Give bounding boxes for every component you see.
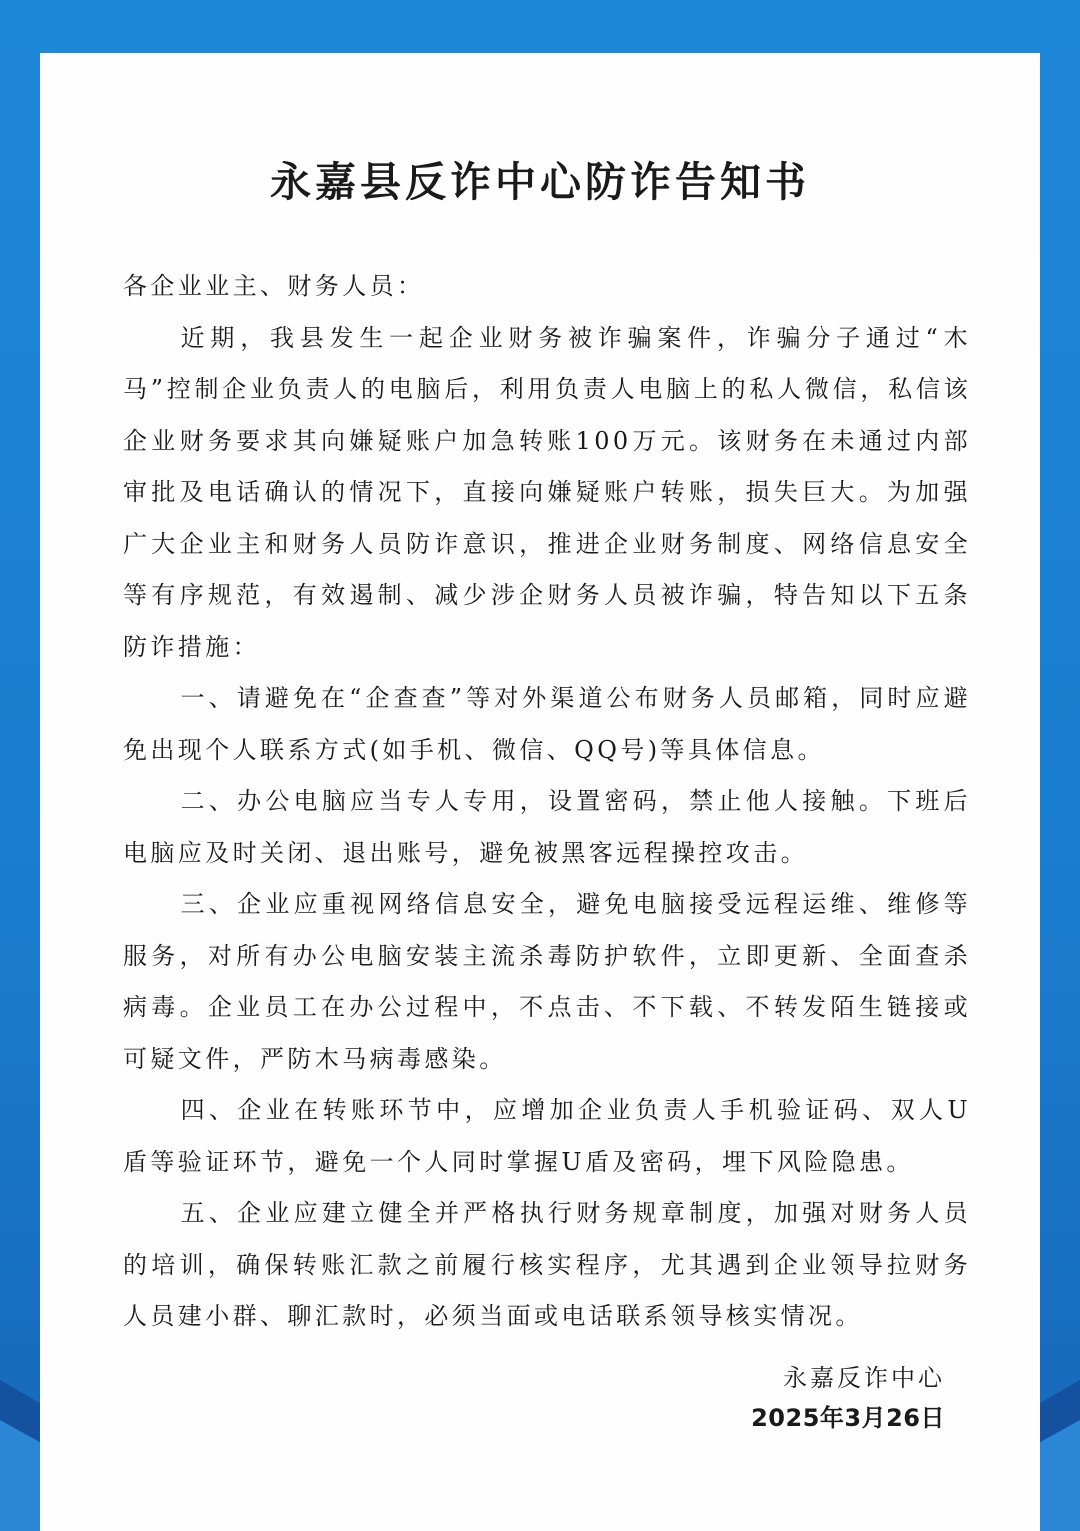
signature-organization: 永嘉反诈中心 — [783, 1364, 945, 1392]
signature-date: 2025年3月26日 — [751, 1404, 945, 1432]
intro-paragraph: 近期，我县发生一起企业财务被诈骗案件，诈骗分子通过“木马”控制企业负责人的电脑后，利用负责人电脑上的私人微信，私信该企业财务要求其向嫌疑账户加急转账100万元。该财务在未通过内部审批及电话确认的情况下，直接向嫌疑账户转账，损失巨大。为加强广大企业主和财务人员防诈意识，推进企业财务制度、网络信息安全等有序规范，有效遏制、减少涉企财务人员被诈骗，特告知以下五条防诈措施： — [123, 323, 971, 661]
measure-item-2: 二、办公电脑应当专人专用，设置密码，禁止他人接触。下班后电脑应及时关闭、退出账号，避免被黑客远程操控攻击。 — [123, 787, 971, 867]
measure-item-5: 五、企业应建立健全并严格执行财务规章制度，加强对财务人员的培训，确保转账汇款之前履行核实程序，尤其遇到企业领导拉财务人员建小群、聊汇款时，必须当面或电话联系领导核实情况。 — [123, 1199, 971, 1330]
measure-item-1: 一、请避免在“企查查”等对外渠道公布财务人员邮箱，同时应避免出现个人联系方式(如手机、微信、QQ号)等具体信息。 — [123, 684, 971, 764]
measure-item-4: 四、企业在转账环节中，应增加企业负责人手机验证码、双人U盾等验证环节，避免一个人同时掌握U盾及密码，埋下风险隐患。 — [123, 1096, 971, 1176]
signature-block — [751, 1358, 945, 1438]
notice-title: 永嘉县反诈中心防诈告知书 — [270, 158, 810, 206]
measure-item-3: 三、企业应重视网络信息安全，避免电脑接受远程运维、维修等服务，对所有办公电脑安装主流杀毒防护软件，立即更新、全面查杀病毒。企业员工在办公过程中，不点击、不下载、不转发陌生链接或可疑文件，严防木马病毒感染。 — [123, 890, 971, 1073]
salutation: 各企业业主、财务人员： — [123, 272, 425, 300]
notice-body — [123, 261, 971, 1343]
